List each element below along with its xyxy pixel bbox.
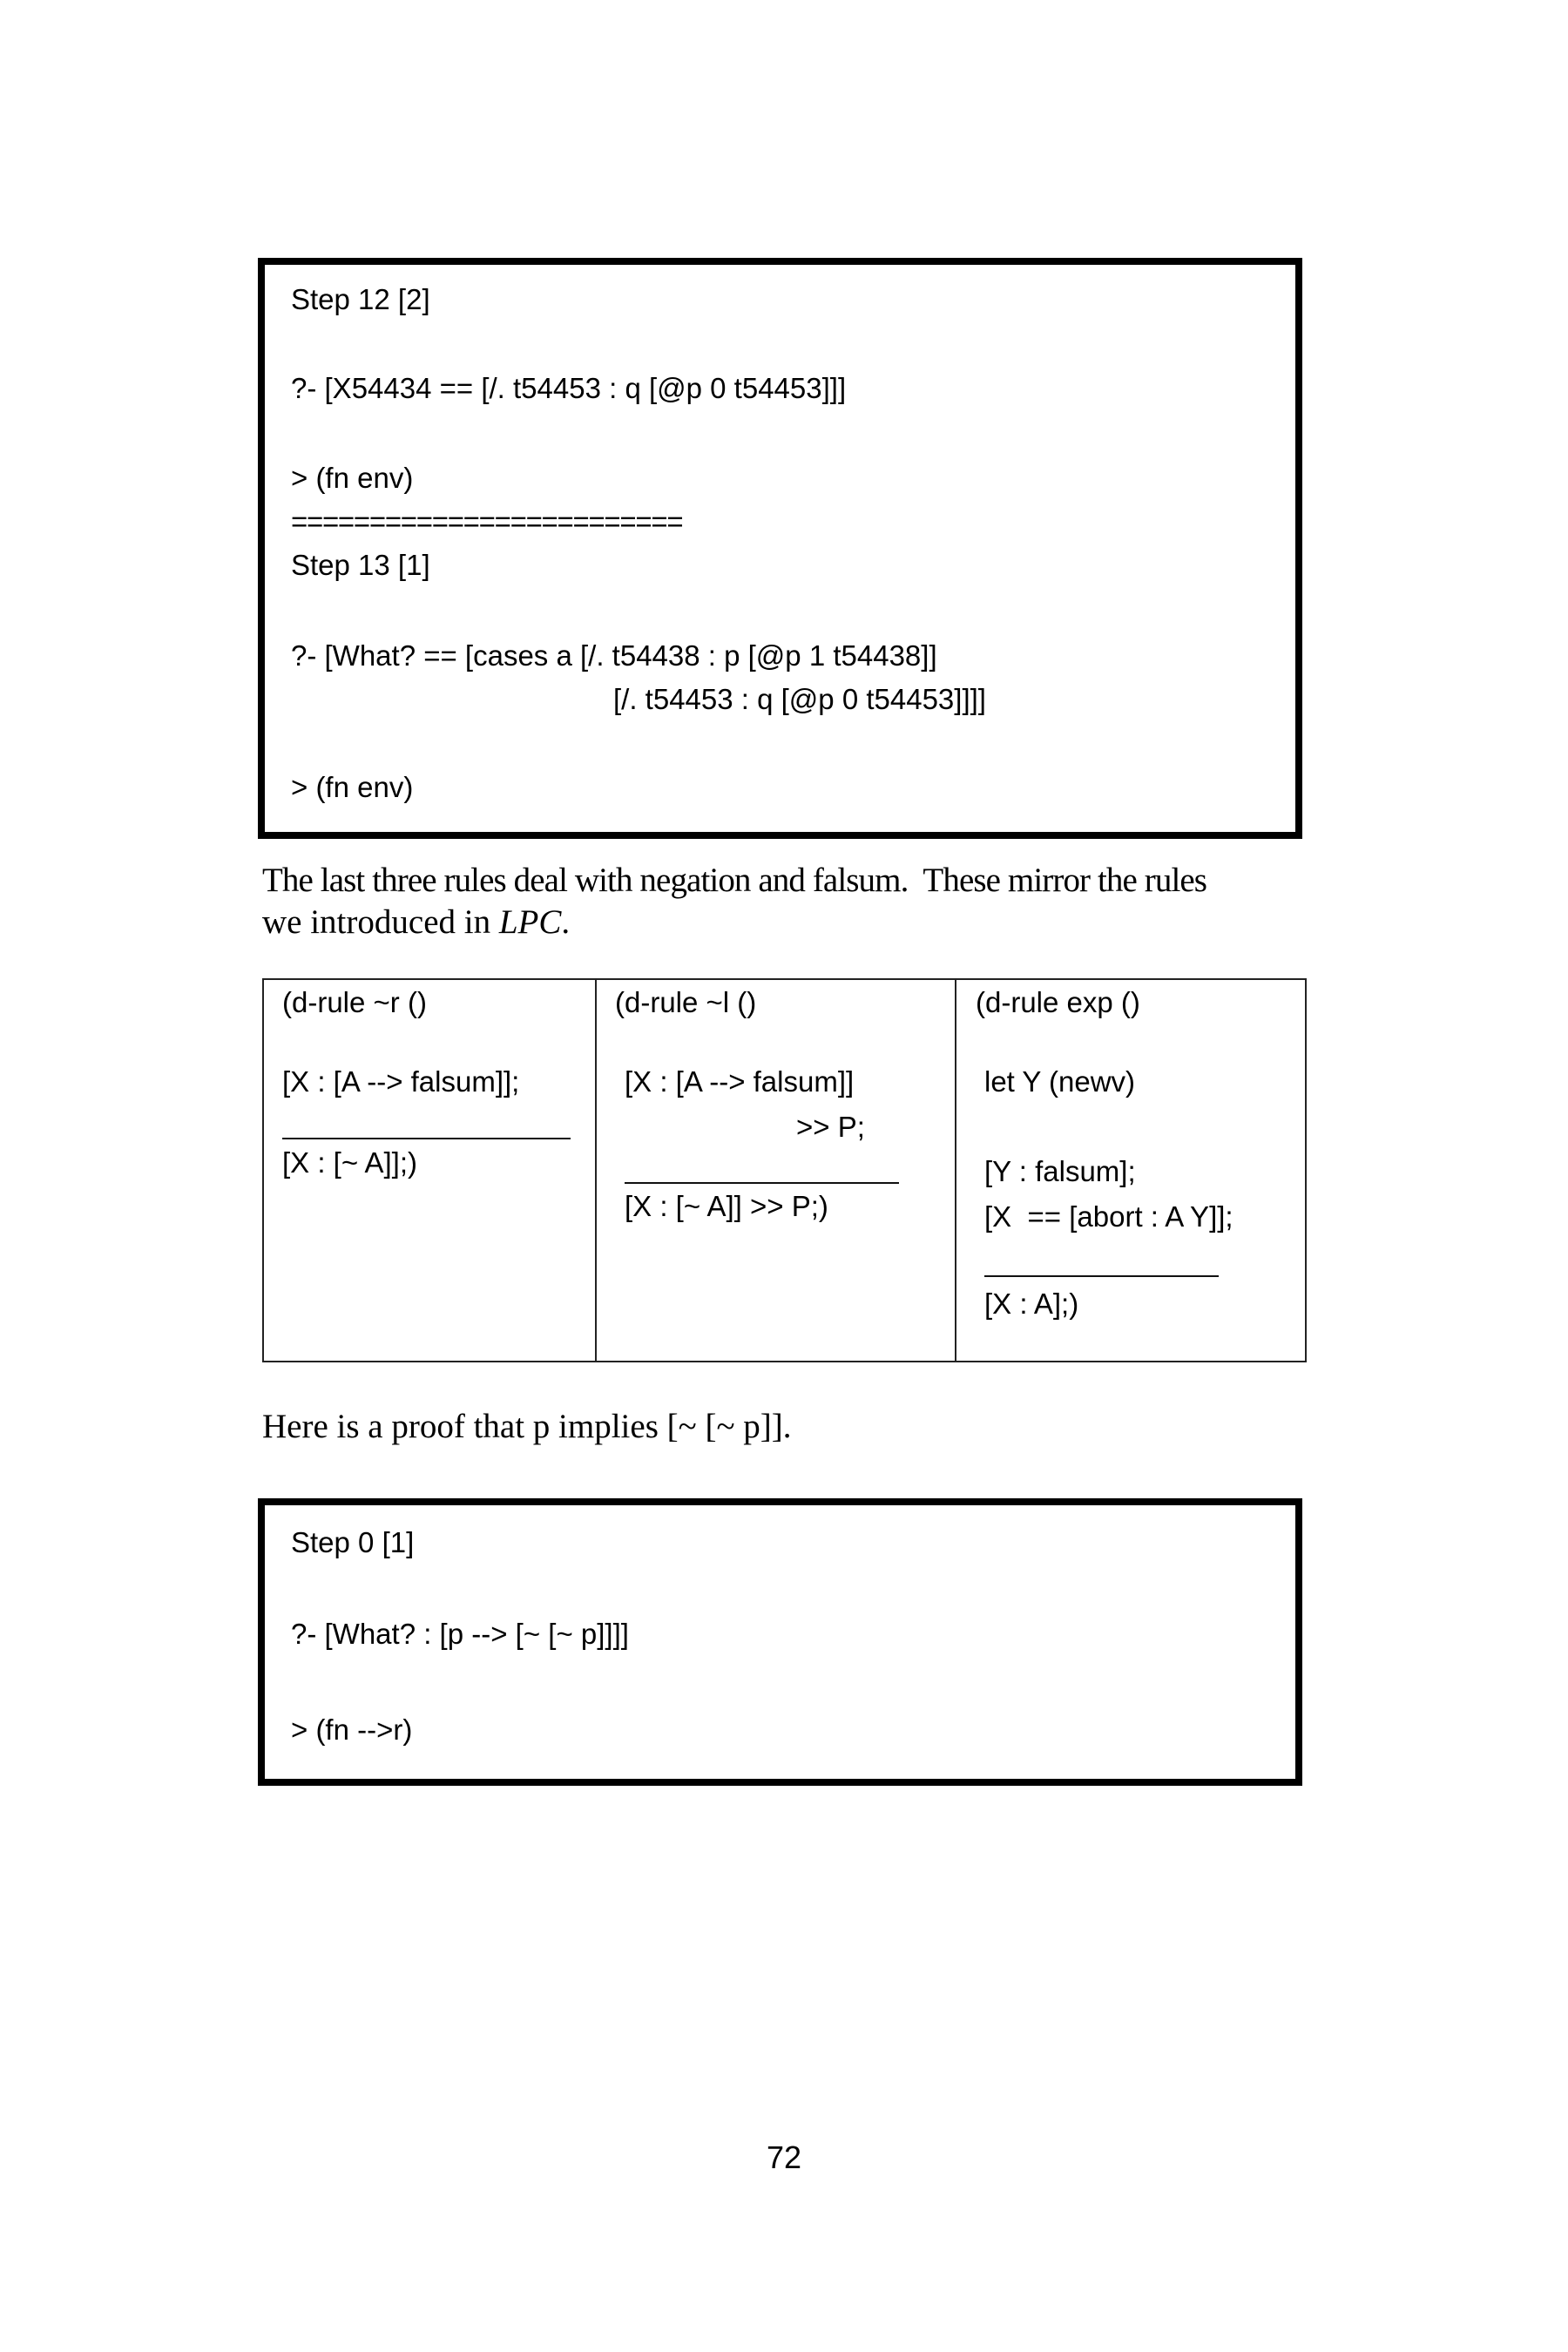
body-text: we introduced in [262, 903, 499, 941]
inference-line [625, 1182, 899, 1184]
inference-line [984, 1275, 1219, 1277]
rule-header: (d-rule exp () [976, 986, 1140, 1018]
body-paragraph: Here is a proof that p implies [~ [~ p]]. [262, 1408, 792, 1445]
rule-let-binding: let Y (newv) [984, 1065, 1136, 1098]
table-column-divider [595, 978, 597, 1362]
step-header: Step 0 [1] [291, 1526, 415, 1558]
rule-premise: [X : [A --> falsum]]; [282, 1065, 520, 1098]
step-header: Step 12 [2] [291, 283, 430, 315]
rule-premise: [Y : falsum]; [984, 1155, 1136, 1187]
body-text: . [561, 903, 571, 941]
rule-conclusion: [X : [~ A]];) [282, 1146, 417, 1179]
step-action: > (fn env) [291, 771, 414, 803]
page-number: 72 [766, 2139, 802, 2175]
body-paragraph-line: The last three rules deal with negation and falsum. These mirror the rules [262, 862, 1207, 899]
rule-header: (d-rule ~r () [282, 986, 427, 1018]
step-action: > (fn env) [291, 462, 414, 494]
step-action: > (fn -->r) [291, 1713, 413, 1746]
step-separator: ========================= [291, 505, 683, 537]
rule-conclusion: [X : A];) [984, 1288, 1079, 1320]
inference-line [282, 1138, 571, 1139]
rules-table [262, 978, 1307, 1362]
rule-premise: [X : [A --> falsum]] [625, 1065, 855, 1098]
rule-conclusion: [X : [~ A]] >> P;) [625, 1190, 828, 1222]
rule-premise: >> P; [796, 1111, 865, 1143]
step-query-continuation: [/. t54453 : q [@p 0 t54453]]]] [613, 683, 986, 715]
table-column-divider [955, 978, 956, 1362]
rule-header: (d-rule ~l () [615, 986, 757, 1018]
step-query: ?- [What? == [cases a [/. t54438 : p [@p 1 t54438]] [291, 639, 937, 672]
body-paragraph-line [262, 902, 570, 943]
emphasis-text: LPC [498, 903, 562, 941]
step-header: Step 13 [1] [291, 549, 430, 581]
rule-premise: [X == [abort : A Y]]; [984, 1200, 1233, 1233]
step-query: ?- [X54434 == [/. t54453 : q [@p 0 t54453]]] [291, 372, 847, 404]
step-query: ?- [What? : [p --> [~ [~ p]]]] [291, 1618, 629, 1650]
